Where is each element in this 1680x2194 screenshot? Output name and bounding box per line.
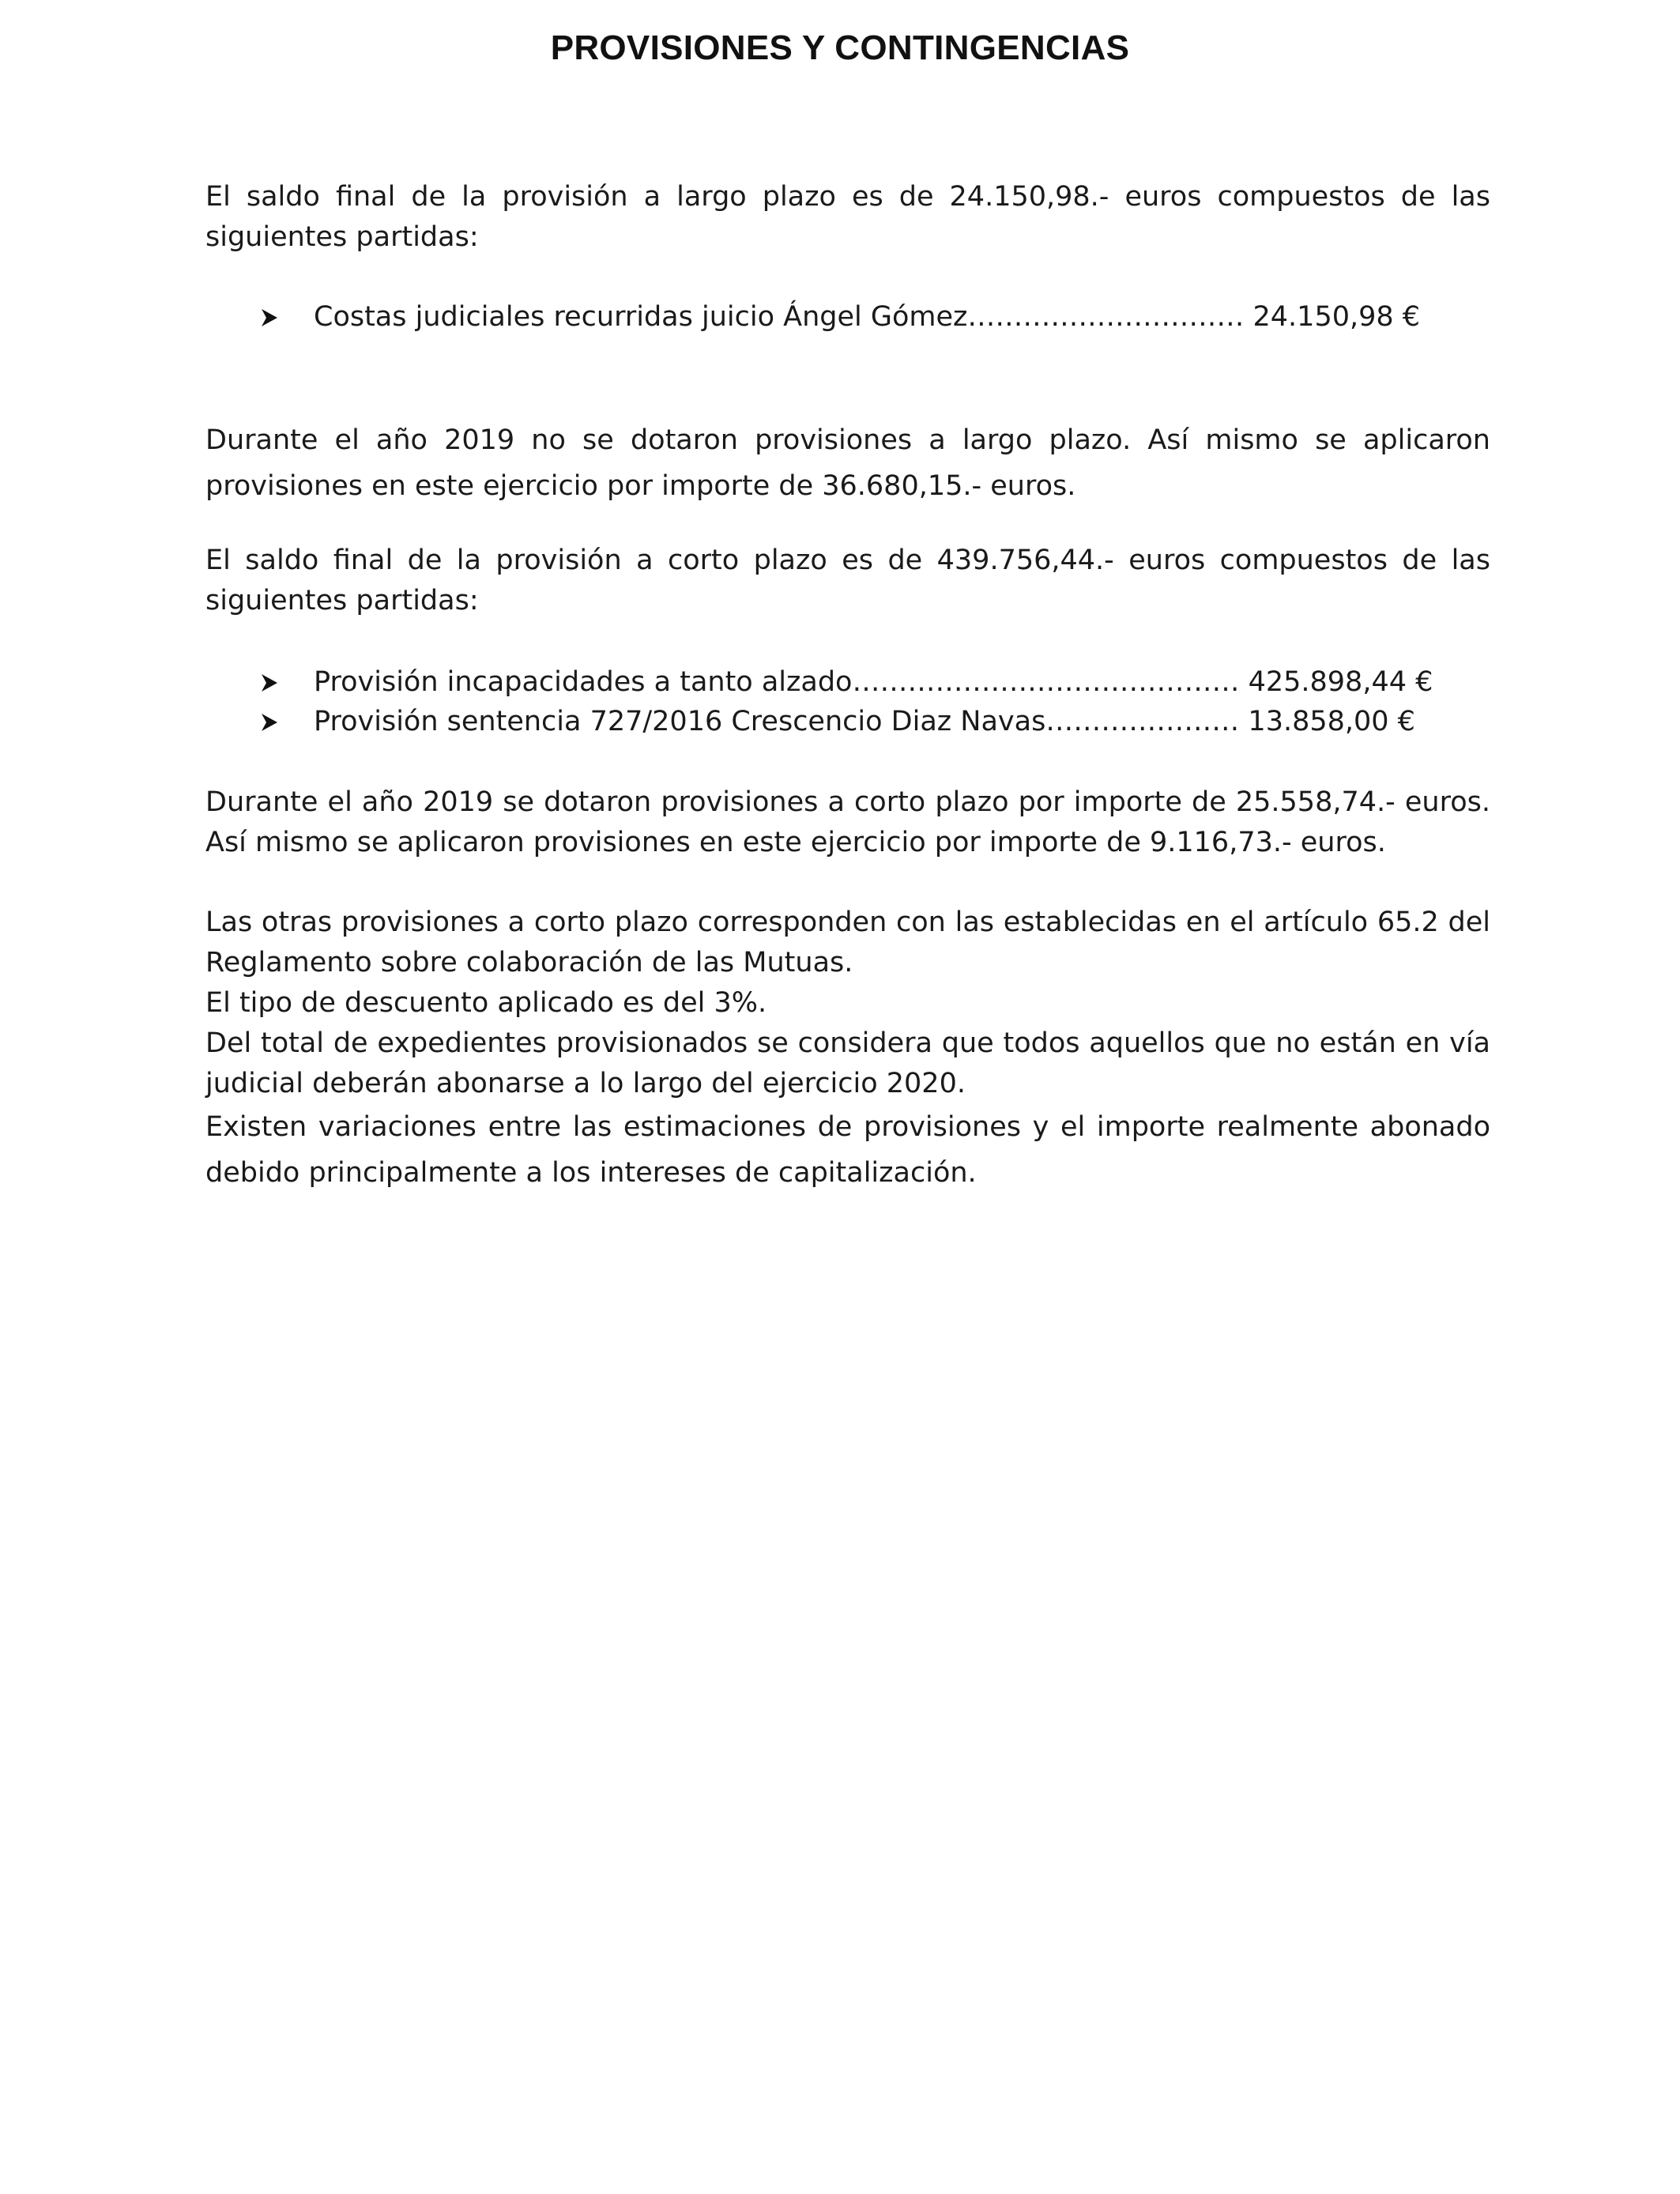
list-item (261, 297, 1446, 337)
short-term-balance-paragraph: El saldo final de la provisión a corto plazo es de 439.756,44.- euros compuestos de las siguientes partidas: (205, 545, 1490, 616)
long-term-movement-paragraph: Durante el año 2019 no se dotaron provisiones a largo plazo. Así mismo se aplicaron provisiones en este ejercicio por importe de 36.680,15.- euros. (205, 424, 1490, 502)
list-item-text: Provisión incapacidades a tanto alzado…………………………………… 425.898,44 € (314, 666, 1433, 698)
discount-rate-paragraph: El tipo de descuento aplicado es del 3%. (205, 987, 767, 1019)
list-item-text: Costas judiciales recurridas juicio Ángel Gómez………………………… 24.150,98 € (314, 301, 1421, 333)
other-provisions-paragraph: Las otras provisiones a corto plazo corresponden con las establecidas en el artículo 65.2 del Reglamento sobre colaboración de las Mutuas. (205, 907, 1490, 978)
page-title: PROVISIONES Y CONTINGENCIAS (550, 28, 1130, 67)
expedientes-paragraph: Del total de expedientes provisionados se considera que todos aquellos que no están en vía judicial deberán abonarse a lo largo del ejercicio 2020. (205, 1027, 1490, 1099)
short-term-movement-paragraph: Durante el año 2019 se dotaron provisiones a corto plazo por importe de 25.558,74.- euros. Así mismo se aplicaron provisiones en este ejercicio por importe de 9.116,73.- euros. (205, 786, 1490, 858)
list-item (261, 702, 1446, 742)
document-body (205, 0, 1490, 2194)
arrowhead-bullet-icon (261, 673, 278, 692)
long-term-balance-paragraph: El saldo final de la provisión a largo plazo es de 24.150,98.- euros compuestos de las siguientes partidas: (205, 181, 1490, 253)
list-item-text: Provisión sentencia 727/2016 Crescencio Diaz Navas………………… 13.858,00 € (314, 706, 1415, 737)
variations-paragraph: Existen variaciones entre las estimaciones de provisiones y el importe realmente abonado debido principalmente a los intereses de capitalización. (205, 1111, 1490, 1189)
list-item (261, 662, 1446, 703)
arrowhead-bullet-icon (261, 713, 278, 732)
arrowhead-bullet-icon (261, 308, 278, 327)
